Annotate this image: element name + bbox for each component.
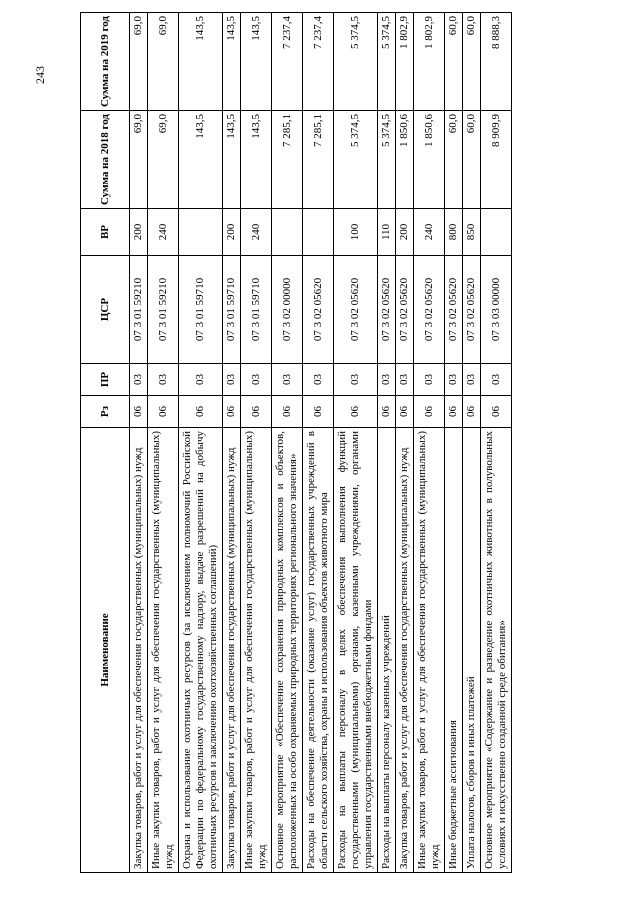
row-rz: 06 — [241, 396, 272, 428]
table-row — [241, 13, 272, 873]
table-row — [303, 13, 334, 873]
row-csr: 07 3 02 05620 — [396, 256, 414, 364]
row-name: Основное мероприятие «Содержание и разведение охотничьих животных в полувольных условиях и искусственно созданной среде обитания» — [481, 428, 512, 873]
row-pr: 03 — [241, 364, 272, 396]
row-name: Закупка товаров, работ и услуг для обеспечения государственных (муниципальных) нужд — [130, 428, 148, 873]
table-row — [334, 13, 378, 873]
row-sum-2019: 60,0 — [463, 13, 481, 111]
row-pr: 03 — [378, 364, 396, 396]
row-name: Основное мероприятие «Обеспечение сохранения природных комплексов и объектов, расположенных на особо охраняемых природных территориях регионального значения» — [272, 428, 303, 873]
row-name: Иные закупки товаров, работ и услуг для обеспечения государственных (муниципальных) нужд — [241, 428, 272, 873]
header-sum-2018: Сумма на 2018 год — [81, 111, 130, 209]
header-csr: ЦСР — [81, 256, 130, 364]
row-rz: 06 — [463, 396, 481, 428]
table-row — [396, 13, 414, 873]
row-csr: 07 3 01 59710 — [223, 256, 241, 364]
row-sum-2018: 1 850,6 — [414, 111, 445, 209]
row-sum-2019: 5 374,5 — [334, 13, 378, 111]
row-rz: 06 — [481, 396, 512, 428]
row-rz: 06 — [148, 396, 179, 428]
rotated-page — [80, 13, 555, 873]
row-pr: 03 — [223, 364, 241, 396]
row-name: Иные закупки товаров, работ и услуг для обеспечения государственных (муниципальных) нужд — [414, 428, 445, 873]
table-row — [378, 13, 396, 873]
row-rz: 06 — [414, 396, 445, 428]
row-sum-2018: 5 374,5 — [378, 111, 396, 209]
row-csr: 07 3 02 05620 — [303, 256, 334, 364]
row-vr: 100 — [334, 209, 378, 256]
row-csr: 07 3 02 05620 — [414, 256, 445, 364]
row-name: Иные закупки товаров, работ и услуг для обеспечения государственных (муниципальных) нужд — [148, 428, 179, 873]
row-name: Расходы на выплаты персоналу казенных учреждений — [378, 428, 396, 873]
row-name: Иные бюджетные ассигнования — [445, 428, 463, 873]
row-rz: 06 — [179, 396, 223, 428]
row-csr: 07 3 02 05620 — [334, 256, 378, 364]
row-csr: 07 3 02 05620 — [378, 256, 396, 364]
row-vr — [303, 209, 334, 256]
table-row — [130, 13, 148, 873]
row-csr: 07 3 01 59210 — [130, 256, 148, 364]
row-sum-2019: 143,5 — [241, 13, 272, 111]
row-pr: 03 — [463, 364, 481, 396]
row-vr: 200 — [223, 209, 241, 256]
row-sum-2018: 69,0 — [130, 111, 148, 209]
row-csr: 07 3 02 00000 — [272, 256, 303, 364]
table-row — [148, 13, 179, 873]
row-name: Расходы на выплаты персоналу в целях обеспечения выполнения функций государственными (муниципальными) органами, казенными учреждениями, органами управления государственными внебюджетными фондами — [334, 428, 378, 873]
row-csr: 07 3 01 59210 — [148, 256, 179, 364]
row-pr: 03 — [481, 364, 512, 396]
row-rz: 06 — [223, 396, 241, 428]
row-csr: 07 3 03 00000 — [481, 256, 512, 364]
header-rz: Рз — [81, 396, 130, 428]
row-sum-2019: 1 802,9 — [396, 13, 414, 111]
row-pr: 03 — [303, 364, 334, 396]
row-vr: 850 — [463, 209, 481, 256]
row-sum-2018: 60,0 — [445, 111, 463, 209]
table-row — [414, 13, 445, 873]
row-vr: 240 — [148, 209, 179, 256]
row-sum-2018: 143,5 — [179, 111, 223, 209]
row-vr — [481, 209, 512, 256]
row-vr — [179, 209, 223, 256]
row-pr: 03 — [272, 364, 303, 396]
row-rz: 06 — [396, 396, 414, 428]
row-sum-2018: 5 374,5 — [334, 111, 378, 209]
row-sum-2019: 7 237,4 — [272, 13, 303, 111]
row-name: Закупка товаров, работ и услуг для обеспечения государственных (муниципальных) нужд — [396, 428, 414, 873]
row-name: Уплата налогов, сборов и иных платежей — [463, 428, 481, 873]
table-row — [481, 13, 512, 873]
budget-table — [80, 12, 512, 873]
row-sum-2018: 7 285,1 — [303, 111, 334, 209]
row-pr: 03 — [334, 364, 378, 396]
row-name: Расходы на обеспечение деятельности (оказание услуг) государственных учреждений в области сельского хозяйства, охраны и использования объектов животного мира — [303, 428, 334, 873]
row-vr: 800 — [445, 209, 463, 256]
row-sum-2019: 8 888,3 — [481, 13, 512, 111]
row-pr: 03 — [396, 364, 414, 396]
row-sum-2019: 1 802,9 — [414, 13, 445, 111]
row-pr: 03 — [130, 364, 148, 396]
row-csr: 07 3 01 59710 — [241, 256, 272, 364]
row-pr: 03 — [445, 364, 463, 396]
row-vr: 240 — [241, 209, 272, 256]
row-sum-2019: 69,0 — [130, 13, 148, 111]
header-sum-2019: Сумма на 2019 год — [81, 13, 130, 111]
row-vr: 200 — [396, 209, 414, 256]
row-sum-2018: 60,0 — [463, 111, 481, 209]
row-pr: 03 — [148, 364, 179, 396]
row-rz: 06 — [334, 396, 378, 428]
table-row — [463, 13, 481, 873]
row-vr — [272, 209, 303, 256]
row-csr: 07 3 02 05620 — [463, 256, 481, 364]
row-vr: 200 — [130, 209, 148, 256]
table-row — [445, 13, 463, 873]
header-pr: ПР — [81, 364, 130, 396]
row-sum-2018: 1 850,6 — [396, 111, 414, 209]
page-number: 243 — [33, 66, 47, 84]
table-header-row — [81, 13, 130, 873]
row-name: Закупка товаров, работ и услуг для обеспечения государственных (муниципальных) нужд — [223, 428, 241, 873]
row-sum-2019: 7 237,4 — [303, 13, 334, 111]
table-row — [223, 13, 241, 873]
row-sum-2019: 5 374,5 — [378, 13, 396, 111]
header-name: Наименование — [81, 428, 130, 873]
table-row — [179, 13, 223, 873]
row-rz: 06 — [272, 396, 303, 428]
row-sum-2019: 143,5 — [223, 13, 241, 111]
row-rz: 06 — [303, 396, 334, 428]
row-rz: 06 — [445, 396, 463, 428]
row-sum-2019: 60,0 — [445, 13, 463, 111]
header-vr: ВР — [81, 209, 130, 256]
row-name: Охрана и использование охотничьих ресурсов (за исключением полномочий Российской Федерации по федеральному государственному надзору, выдаче разрешений на добычу охотничьих ресурсов и заключению охотхозяйственных соглашений) — [179, 428, 223, 873]
row-csr: 07 3 01 59710 — [179, 256, 223, 364]
row-rz: 06 — [378, 396, 396, 428]
row-sum-2019: 69,0 — [148, 13, 179, 111]
row-sum-2018: 143,5 — [241, 111, 272, 209]
row-sum-2018: 143,5 — [223, 111, 241, 209]
row-vr: 110 — [378, 209, 396, 256]
row-pr: 03 — [414, 364, 445, 396]
row-sum-2018: 7 285,1 — [272, 111, 303, 209]
row-csr: 07 3 02 05620 — [445, 256, 463, 364]
row-sum-2018: 69,0 — [148, 111, 179, 209]
row-rz: 06 — [130, 396, 148, 428]
row-sum-2018: 8 909,9 — [481, 111, 512, 209]
row-pr: 03 — [179, 364, 223, 396]
row-sum-2019: 143,5 — [179, 13, 223, 111]
row-vr: 240 — [414, 209, 445, 256]
table-row — [272, 13, 303, 873]
